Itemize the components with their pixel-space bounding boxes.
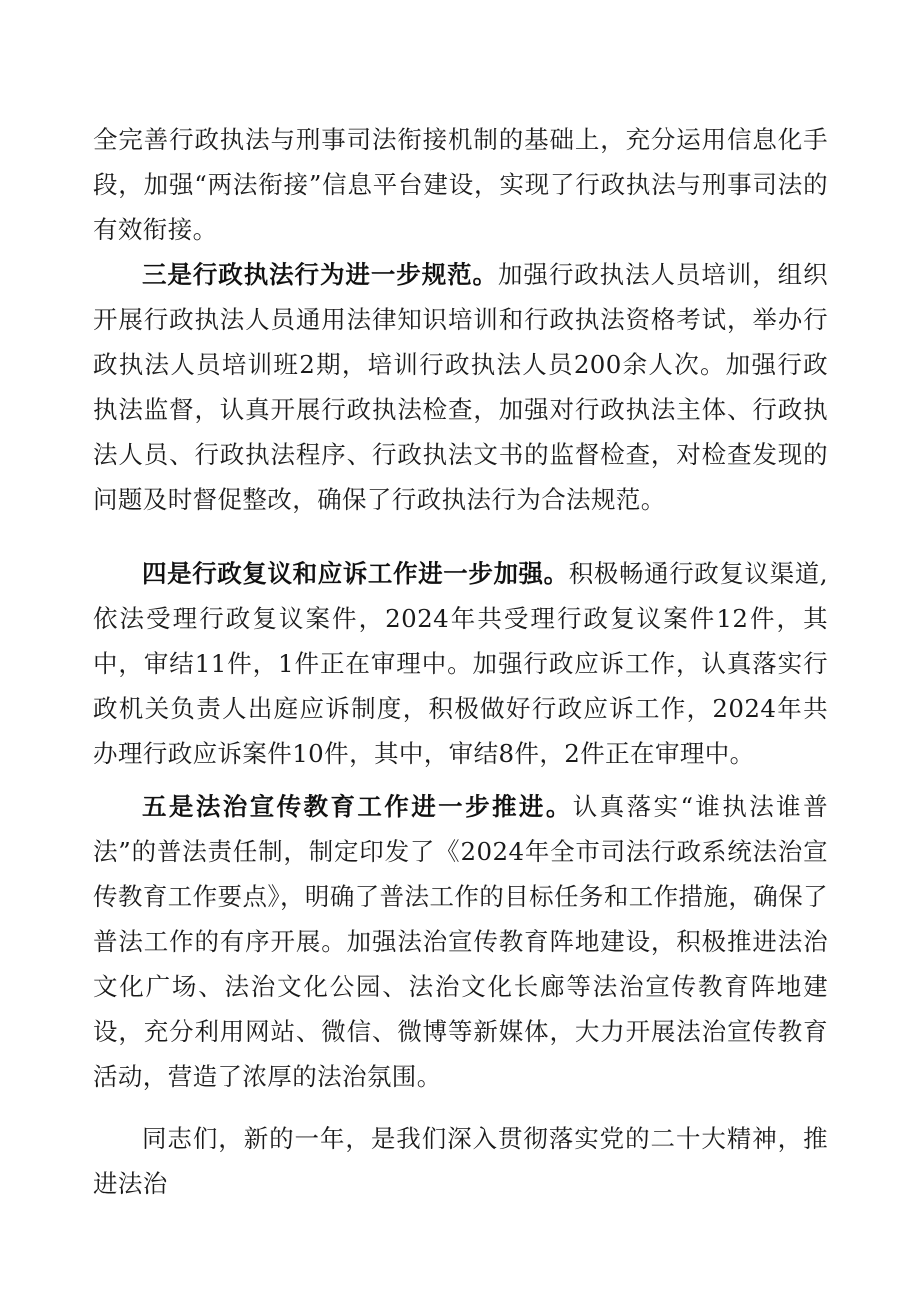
paragraph-body: 同志们，新的一年，是我们深入贯彻落实党的二十大精神，推进法治: [93, 1124, 828, 1198]
paragraph-reconsideration-litigation: [93, 551, 828, 776]
paragraph-body: 认真落实“谁执法谁普法”的普法责任制，制定印发了《2024年全市司法行政系统法治宣传教育工作要点》，明确了普法工作的目标任务和工作措施，确保了普法工作的有序开展。加强法治宣传教育阵地建设，积极推进法治文化广场、法治文化公园、法治文化长廊等法治宣传教育阵地建设，充分利用网站、微信、微博等新媒体，大力开展法治宣传教育活动，营造了浓厚的法治氛围。: [93, 792, 828, 1091]
paragraph-body: 加强行政执法人员培训，组织开展行政执法人员通用法律知识培训和行政执法资格考试，举办行政执法人员培训班2期，培训行政执法人员200余人次。加强行政执法监督，认真开展行政执法检查，加强对行政执法主体、行政执法人员、行政执法程序、行政执法文书的监督检查，对检查发现的问题及时督促整改，确保了行政执法行为合法规范。: [93, 260, 828, 514]
paragraph-body: 全完善行政执法与刑事司法衔接机制的基础上，充分运用信息化手段，加强“两法衔接”信息平台建设，实现了行政执法与刑事司法的有效衔接。: [93, 125, 828, 244]
paragraph-enforcement-standards: [93, 252, 828, 522]
paragraph-continuation: [93, 117, 828, 252]
paragraph-closing: [93, 1116, 828, 1206]
paragraph-lead: 五是法治宣传教育工作进一步推进。: [142, 792, 573, 821]
paragraph-lead: 三是行政执法行为进一步规范。: [142, 260, 498, 289]
paragraph-legal-publicity: [93, 784, 828, 1099]
paragraph-body: 积极畅通行政复议渠道,依法受理行政复议案件，2024年共受理行政复议案件12件，其中，审结11件，1件正在审理中。加强行政应诉工作，认真落实行政机关负责人出庭应诉制度，积极做好行政应诉工作，2024年共办理行政应诉案件10件，其中，审结8件，2件正在审理中。: [93, 559, 828, 768]
paragraph-lead: 四是行政复议和应诉工作进一步加强。: [142, 559, 569, 588]
